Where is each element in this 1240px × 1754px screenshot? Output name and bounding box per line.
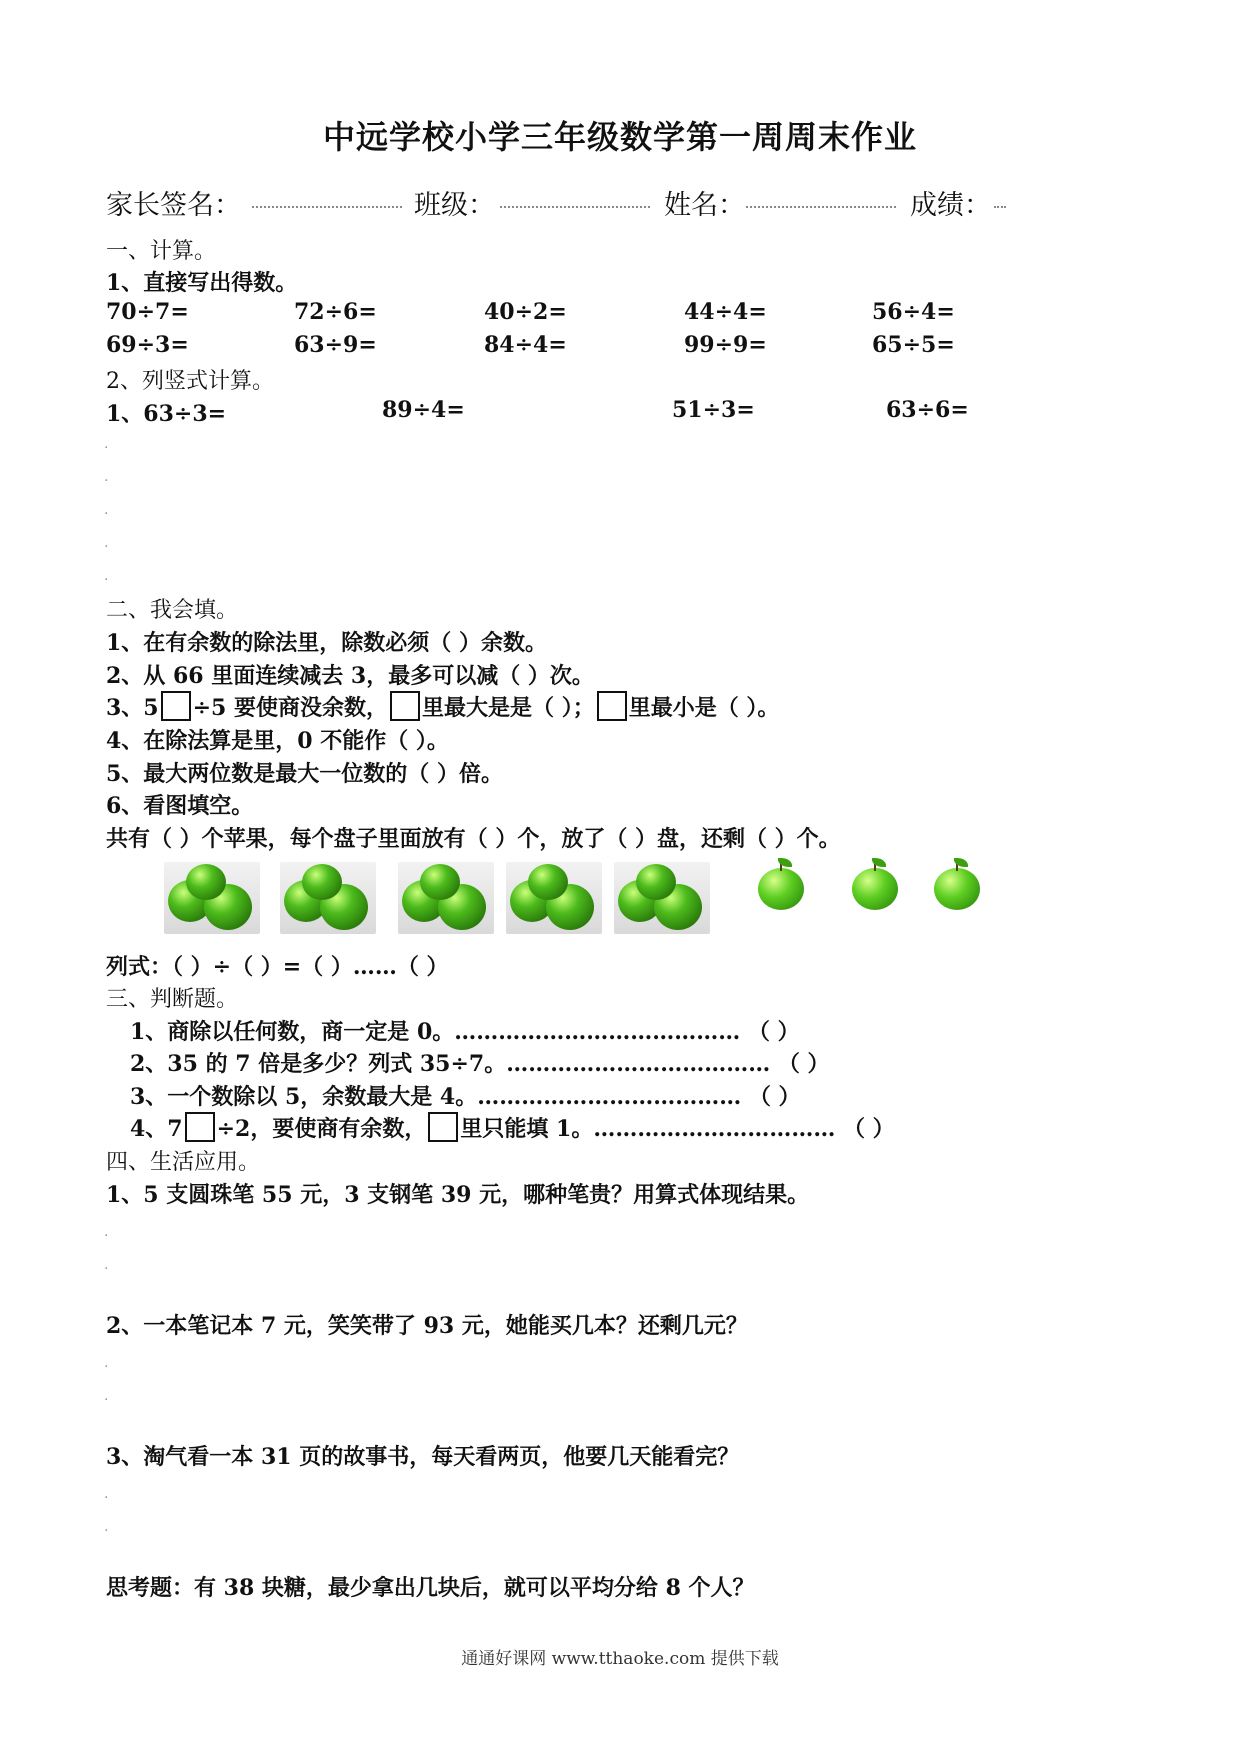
s1-q2-heading: 2、列竖式计算。 (106, 369, 274, 394)
class-label: 班级： (414, 190, 495, 221)
digit-box[interactable] (185, 1112, 215, 1142)
blank-dot (104, 450, 108, 453)
blank-dot (104, 483, 108, 486)
calc-r1-3: 40÷2= (484, 299, 567, 325)
blank-dot (104, 549, 108, 552)
parent-sign-blank[interactable] (252, 188, 402, 208)
vertical-3: 51÷3= (672, 397, 755, 423)
blank-dot (104, 516, 108, 519)
digit-box-ref (390, 691, 420, 721)
s2-q3-b: ÷5 要使商没余数， (192, 695, 389, 721)
s2-q5: 5、最大两位数是最大一位数的（ ）倍。 (106, 761, 503, 787)
calc-r1-2: 72÷6= (294, 299, 377, 325)
calc-r2-2: 63÷9= (294, 332, 377, 358)
s3-q4-c: 里只能填 1。…………………………… （ ） (460, 1116, 895, 1142)
vertical-1: 1、63÷3= (106, 401, 227, 427)
single-apple-image (756, 858, 806, 912)
section2-heading: 二、我会填。 (106, 598, 239, 623)
s3-q1: 1、商除以任何数，商一定是 0。………………………………… （ ） (130, 1019, 800, 1045)
vertical-4: 63÷6= (886, 397, 969, 423)
class-blank[interactable] (500, 188, 650, 208)
blank-dot (104, 582, 108, 585)
calc-r1-4: 44÷4= (684, 299, 767, 325)
calc-r1-1: 70÷7= (106, 299, 189, 325)
s3-q3: 3、一个数除以 5，余数最大是 4。……………………………… （ ） (130, 1084, 801, 1110)
blank-dot (104, 1238, 108, 1241)
score-label: 成绩： (910, 190, 991, 221)
s1-q1-heading: 1、直接写出得数。 (106, 270, 298, 296)
s4-q1: 1、5 支圆珠笔 55 元，3 支钢笔 39 元，哪种笔贵？用算式体现结果。 (106, 1182, 810, 1208)
s2-q3-a: 3、5 (106, 695, 159, 721)
digit-box-ref (428, 1112, 458, 1142)
digit-box-ref (597, 691, 627, 721)
single-apple-image (932, 858, 982, 912)
calc-r1-5: 56÷4= (872, 299, 955, 325)
s2-formula: 列式：（ ）÷（ ）=（ ）……（ ） (106, 954, 449, 980)
digit-box[interactable] (161, 691, 191, 721)
single-apple-image (850, 858, 900, 912)
s2-q1: 1、在有余数的除法里，除数必须（ ）余数。 (106, 630, 547, 656)
footer-credit: 通通好课网 www.tthaoke.com 提供下载 (461, 1649, 779, 1669)
blank-dot (104, 1533, 108, 1536)
s4-q2: 2、一本笔记本 7 元，笑笑带了 93 元，她能买几本？还剩几元？ (106, 1313, 748, 1339)
s2-q3-c: 里最大是是（ ）； (422, 695, 595, 721)
blank-dot (104, 1369, 108, 1372)
name-blank[interactable] (746, 188, 896, 208)
calc-r2-4: 99÷9= (684, 332, 767, 358)
blank-dot (104, 1402, 108, 1405)
s3-q4-a: 4、7 (130, 1116, 183, 1142)
s3-q4-b: ÷2，要使商有余数， (216, 1116, 427, 1142)
s2-q2: 2、从 66 里面连续减去 3，最多可以减（ ）次。 (106, 663, 594, 689)
page-title: 中远学校小学三年级数学第一周周末作业 (322, 118, 917, 156)
s3-q2: 2、35 的 7 倍是多少？列式 35÷7。……………………………… （ ） (130, 1051, 830, 1077)
s2-q6-text: 共有（ ）个苹果，每个盘子里面放有（ ）个，放了（ ）盘，还剩（ ）个。 (106, 826, 841, 852)
parent-sign-label: 家长签名： (106, 190, 241, 221)
s2-q4: 4、在除法算是里，0 不能作（ ）。 (106, 728, 449, 754)
blank-dot (104, 1500, 108, 1503)
apple-plate-image (506, 862, 602, 934)
section4-heading: 四、生活应用。 (106, 1150, 261, 1175)
apple-plate-image (280, 862, 376, 934)
calc-r2-5: 65÷5= (872, 332, 955, 358)
s2-q3 (106, 691, 779, 722)
section3-heading: 三、判断题。 (106, 987, 239, 1012)
apple-plate-image (614, 862, 710, 934)
s3-q4 (130, 1112, 895, 1143)
score-blank[interactable] (994, 188, 1006, 208)
think-question: 思考题：有 38 块糖，最少拿出几块后，就可以平均分给 8 个人？ (106, 1575, 755, 1601)
s2-q6: 6、看图填空。 (106, 793, 254, 819)
calc-r2-1: 69÷3= (106, 332, 189, 358)
calc-r2-3: 84÷4= (484, 332, 567, 358)
s4-q3: 3、淘气看一本 31 页的故事书，每天看两页，他要几天能看完？ (106, 1444, 740, 1470)
s2-q3-d: 里最小是（ ）。 (628, 695, 780, 721)
blank-dot (104, 1271, 108, 1274)
section1-heading: 一、计算。 (106, 239, 217, 264)
apple-plate-image (164, 862, 260, 934)
vertical-2: 89÷4= (382, 397, 465, 423)
apple-plate-image (398, 862, 494, 934)
name-label: 姓名： (664, 190, 745, 221)
